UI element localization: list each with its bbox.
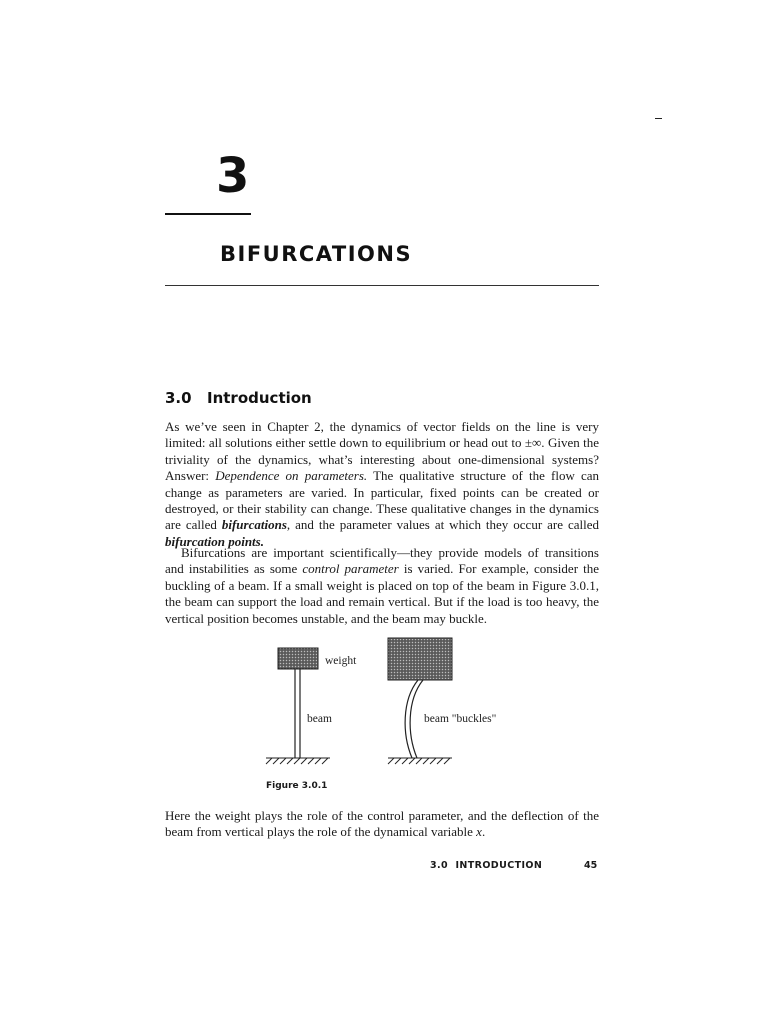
paragraph-beam-example xyxy=(165,545,599,627)
buckled-beam-edge xyxy=(410,680,423,758)
text-run: The qualitative structure of the flow can change as parameters are varied. In particular, fixed points can be created or destroyed, or their stability can change. These qualitative changes in the dynamics are called xyxy=(165,468,600,533)
text-run: . xyxy=(481,824,486,840)
figure-caption: Figure 3.0.1 xyxy=(266,781,328,791)
page-number: 45 xyxy=(584,860,598,871)
beam-label: beam xyxy=(307,713,332,725)
text-run: is varied. For example, consider the buckling of a beam. If a small weight is placed on top of the beam in Figure 3.0.1, the beam can support the load and remain vertical. But if the load is too heavy, the vertical position becomes unstable, and the beam may buckle. xyxy=(165,561,600,626)
term-control-parameter: control parameter xyxy=(302,561,399,577)
text-run: Bifurcations are important scientifically—they provide models of transitions and instabilities as some xyxy=(165,545,599,577)
large-weight-block xyxy=(388,638,452,680)
term-bifurcations: bifurcations xyxy=(221,517,287,533)
beam-buckles-label: beam "buckles" xyxy=(424,713,497,725)
section-title: Introduction xyxy=(207,389,312,407)
weight-label: weight xyxy=(325,655,357,667)
text-run: , and the parameter values at which they occur are called xyxy=(286,517,599,533)
paragraph-control-parameter xyxy=(165,808,599,841)
section-heading xyxy=(165,387,312,409)
chapter-title: BIFURCATIONS xyxy=(220,242,413,266)
chapter-number-rule xyxy=(165,213,251,215)
running-footer: 3.0 INTRODUCTION xyxy=(430,860,543,871)
chapter-number: 3 xyxy=(216,148,250,204)
beam-buckling-figure xyxy=(262,642,497,772)
emphasis-text: Dependence on parameters. xyxy=(215,468,368,484)
chapter-title-rule xyxy=(165,285,599,286)
term-bifurcation-points: bifurcation points. xyxy=(165,533,264,549)
text-run: As we’ve seen in Chapter 2, the dynamics of vector fields on the line is very limited: all solutions either settle down to equilibrium or head out to ±∞. Given the triviality of the dynamics, what’s interesting about one-dimensional systems? Answer: xyxy=(165,419,599,484)
text-run: Here the weight plays the role of the control parameter, and the deflection of the beam from vertical plays the role of the dynamical variable xyxy=(165,808,599,840)
variable-x: x xyxy=(476,824,482,840)
paragraph-intro xyxy=(165,419,599,550)
small-weight-block xyxy=(278,648,318,669)
right-ground-hatch xyxy=(388,758,452,764)
corner-crop-mark xyxy=(655,118,662,119)
section-number: 3.0 xyxy=(165,389,192,407)
left-ground-hatch xyxy=(266,758,330,764)
